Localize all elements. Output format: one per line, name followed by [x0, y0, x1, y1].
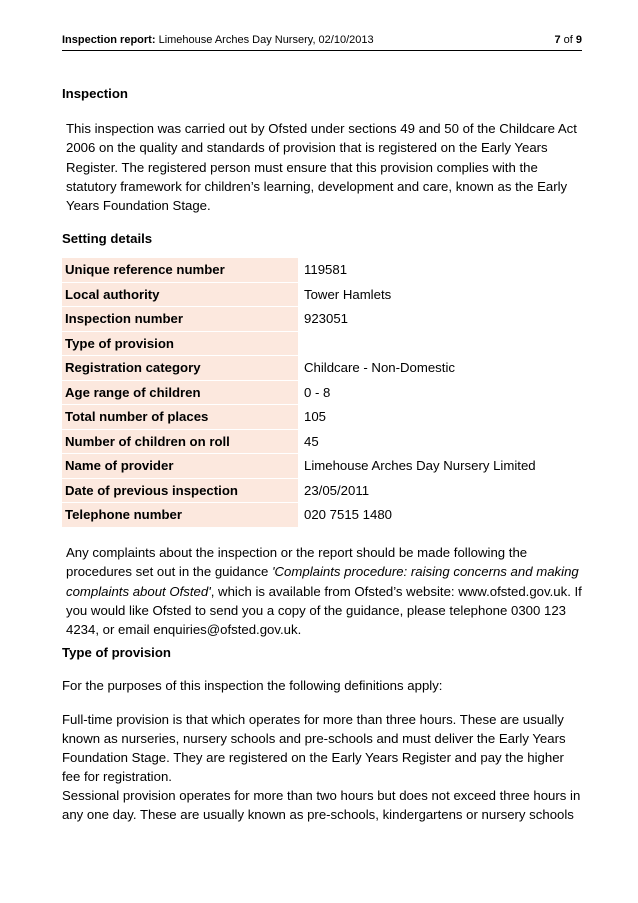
row-label: Registration category — [62, 356, 298, 381]
row-label: Local authority — [62, 282, 298, 307]
row-label: Age range of children — [62, 380, 298, 405]
table-row — [62, 454, 584, 479]
table-row — [62, 258, 584, 282]
report-label: Inspection report: — [62, 34, 156, 46]
page-number — [554, 34, 582, 46]
table-row — [62, 405, 584, 430]
setting-details-heading: Setting details — [62, 231, 153, 246]
row-value: 45 — [298, 429, 584, 454]
row-label: Unique reference number — [62, 258, 298, 282]
row-value — [298, 331, 584, 356]
table-row — [62, 380, 584, 405]
report-subject: Limehouse Arches Day Nursery, 02/10/2013 — [158, 34, 374, 46]
table-row — [62, 478, 584, 503]
table-row — [62, 503, 584, 528]
row-label: Total number of places — [62, 405, 298, 430]
row-value: Limehouse Arches Day Nursery Limited — [298, 454, 584, 479]
complaints-guidance-title: 'Complaints procedure: raising concerns and making complaints about Ofsted' — [66, 564, 579, 599]
complaints-text — [62, 543, 587, 639]
inspection-heading: Inspection — [62, 86, 128, 101]
fulltime-provision-text: Full-time provision is that which operates for more than three hours. These are usually known as nurseries, nursery schools and pre-schools and must deliver the Early Years Foundation Stage. They are registered on the Early Years Register and pay the higher fee for registration. — [62, 712, 566, 784]
table-row — [62, 429, 584, 454]
table-row — [62, 356, 584, 381]
page-header — [62, 34, 582, 51]
setting-details-table — [62, 258, 584, 528]
row-value: 923051 — [298, 307, 584, 332]
table-row — [62, 282, 584, 307]
row-label: Name of provider — [62, 454, 298, 479]
row-label: Telephone number — [62, 503, 298, 528]
row-value: 0 - 8 — [298, 380, 584, 405]
table-row — [62, 331, 584, 356]
row-label: Inspection number — [62, 307, 298, 332]
table-row — [62, 307, 584, 332]
row-value: 119581 — [298, 258, 584, 282]
row-value: Childcare - Non-Domestic — [298, 356, 584, 381]
report-title — [62, 34, 374, 46]
row-value: 020 7515 1480 — [298, 503, 584, 528]
row-value: 105 — [298, 405, 584, 430]
row-label: Date of previous inspection — [62, 478, 298, 503]
page-total: 9 — [575, 34, 582, 46]
complaints-part2: , which is available from Ofsted’s website: www.ofsted.gov.uk. If you would like Ofsted to send you a copy of the guidance, please telephone 0300 123 4234, or email enquiries@ofsted.gov.uk. — [66, 583, 582, 638]
sessional-provision-text: Sessional provision operates for more than two hours but does not exceed three hours in any one day. These are usually known as pre-schools, kindergartens or nursery schools — [62, 788, 581, 822]
provision-intro: For the purposes of this inspection the following definitions apply: — [62, 678, 443, 693]
row-value: 23/05/2011 — [298, 478, 584, 503]
row-value: Tower Hamlets — [298, 282, 584, 307]
type-of-provision-heading: Type of provision — [62, 645, 171, 660]
row-label: Type of provision — [62, 331, 298, 356]
row-label: Number of children on roll — [62, 429, 298, 454]
page-current: 7 — [554, 34, 561, 46]
inspection-text: This inspection was carried out by Ofsted under sections 49 and 50 of the Childcare Act 2006 on the quality and standards of provision that is registered on the Early Years Register. The registered person must ensure that this provision complies with the statutory framework for children’s learning, development and care, known as the Early Years Foundation Stage. — [66, 121, 577, 214]
complaints-part1: Any complaints about the inspection or the report should be made following the procedures set out in the guidance — [66, 545, 528, 580]
page-of: of — [563, 34, 573, 46]
